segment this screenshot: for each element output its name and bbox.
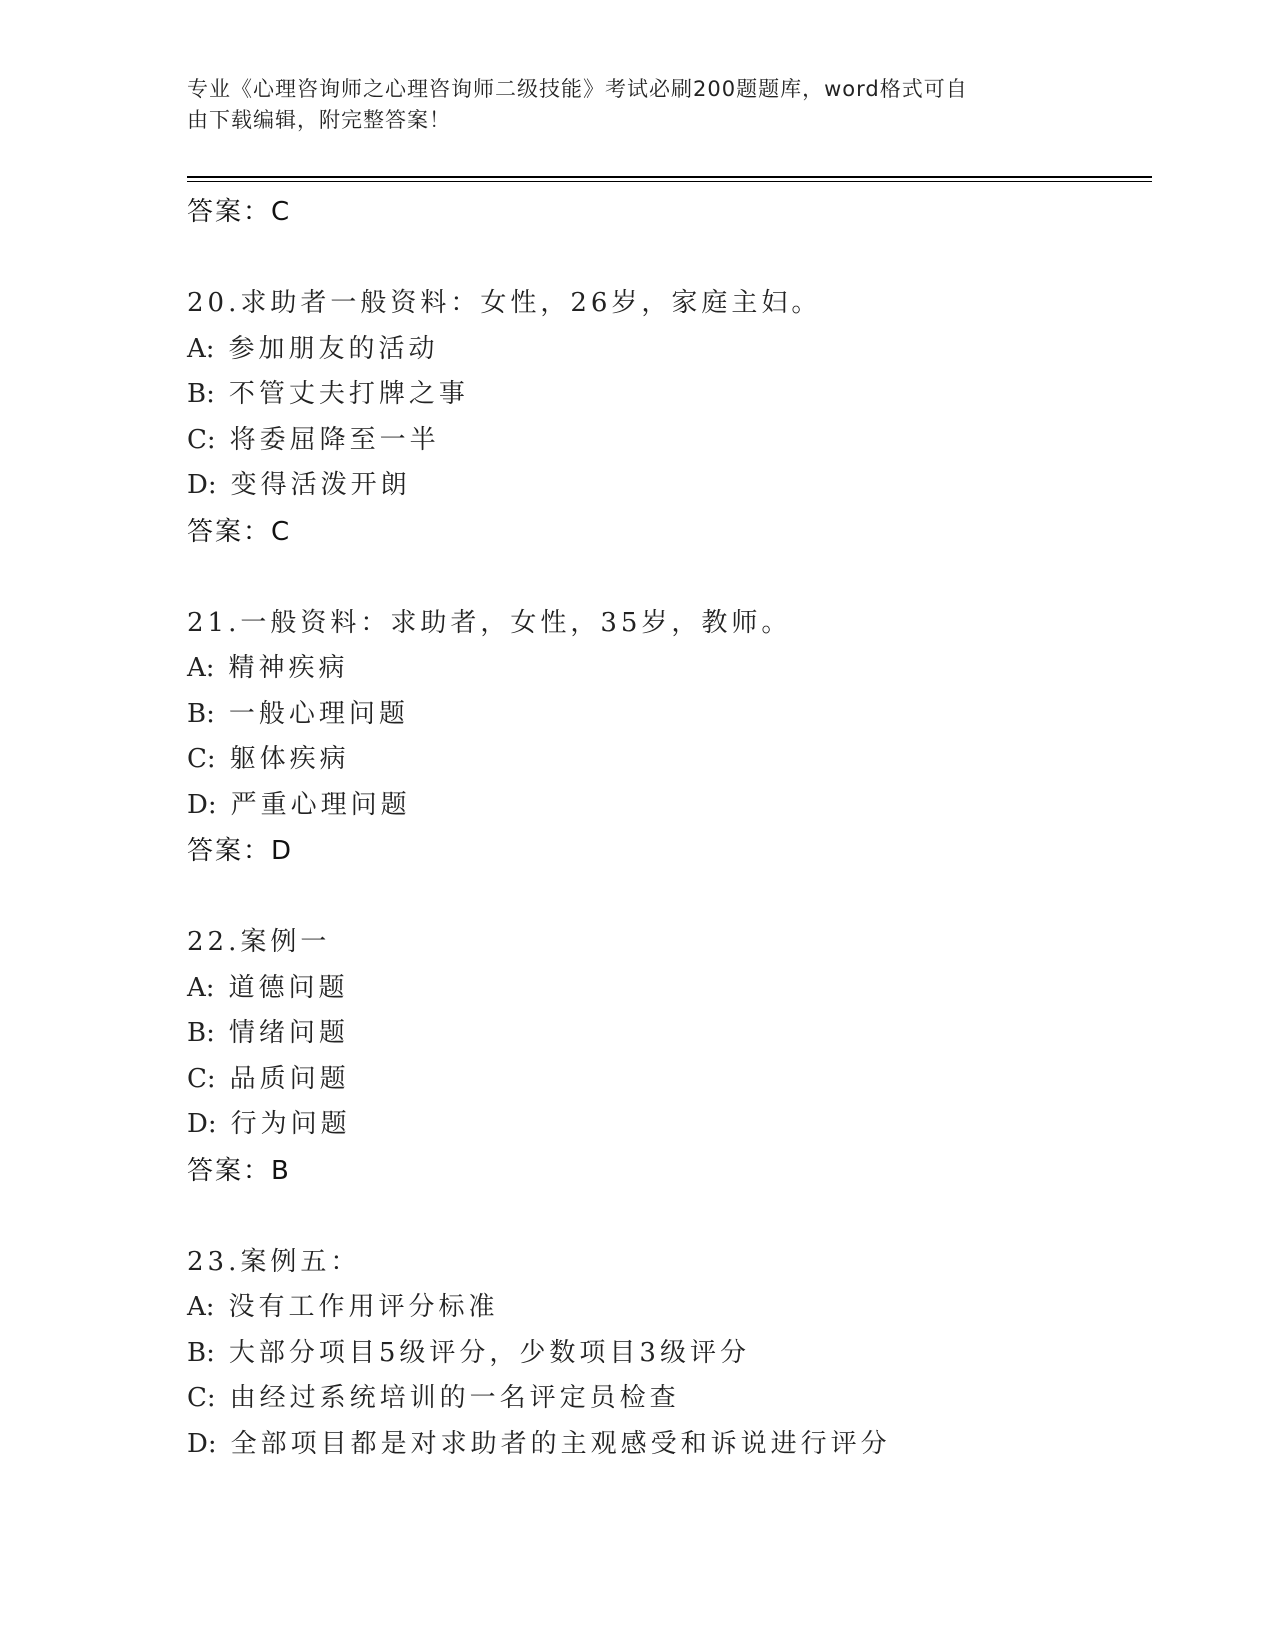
option-c [187,418,1187,464]
question-text: 21.一般资料：求助者，女性，35岁，教师。 [187,607,792,638]
option-c [187,737,1187,783]
option-key: C: [187,424,216,455]
question-text: 22.案例一 [187,927,331,957]
option-key: A: [187,1292,215,1322]
question-23 [187,1240,1187,1468]
question-list [187,189,1187,1467]
option-text: 由经过系统培训的一名评定员检查 [229,1383,680,1413]
answer: 答案：B [187,1155,291,1186]
option-text: 不管丈夫打牌之事 [228,379,469,409]
header-rule-thick [187,176,1152,178]
option-a [187,327,1187,373]
option-text: 躯体疾病 [229,744,350,774]
option-key: D: [187,470,217,500]
question-text: 20.求助者一般资料：女性，26岁，家庭主妇。 [187,288,822,318]
option-text: 品质问题 [229,1063,350,1094]
option-text: 一般心理问题 [228,698,409,729]
option-key: D: [187,1109,217,1139]
question-21 [187,601,1187,875]
document-header [187,74,1067,136]
option-b [187,1011,1187,1057]
question-22 [187,920,1187,1194]
question-text: 23.案例五： [187,1246,361,1277]
option-c [187,1057,1187,1103]
option-key: B: [187,379,215,409]
option-text: 没有工作用评分标准 [228,1292,499,1322]
previous-answer: 答案：C [187,197,292,227]
option-text: 变得活泼开朗 [230,470,411,500]
option-key: C: [187,1383,216,1413]
answer: 答案：D [187,836,294,866]
option-key: A: [187,972,215,1003]
option-a [187,1285,1187,1331]
option-c [187,1376,1187,1422]
option-text: 参加朋友的活动 [228,333,439,364]
option-d [187,463,1187,509]
option-text: 行为问题 [230,1109,351,1139]
header-rule-thin [187,181,1152,182]
option-b [187,1331,1187,1377]
option-key: D: [187,1428,217,1459]
option-a [187,966,1187,1012]
question-20 [187,281,1187,555]
option-key: A: [187,333,215,364]
option-key: A: [187,653,215,683]
header-line-2: 由下载编辑，附完整答案！ [187,108,451,132]
option-key: D: [187,789,217,820]
option-text: 道德问题 [228,972,349,1003]
option-b [187,372,1187,418]
option-text: 严重心理问题 [230,789,411,820]
header-line-1: 专业《心理咨询师之心理咨询师二级技能》考试必刷200题题库，word格式可自 [187,77,968,101]
option-b [187,692,1187,738]
option-a [187,646,1187,692]
option-key: C: [187,1063,216,1094]
option-text: 精神疾病 [228,653,349,683]
option-d [187,1422,1187,1468]
option-key: B: [187,1018,215,1048]
option-d [187,783,1187,829]
option-key: B: [187,1337,215,1368]
option-text: 大部分项目5级评分，少数项目3级评分 [228,1337,750,1368]
option-key: C: [187,744,216,774]
option-text: 全部项目都是对求助者的主观感受和诉说进行评分 [230,1428,891,1459]
option-key: B: [187,698,215,729]
answer: 答案：C [187,516,292,547]
option-d [187,1102,1187,1148]
option-text: 将委屈降至一半 [229,424,440,455]
option-text: 情绪问题 [228,1018,349,1048]
